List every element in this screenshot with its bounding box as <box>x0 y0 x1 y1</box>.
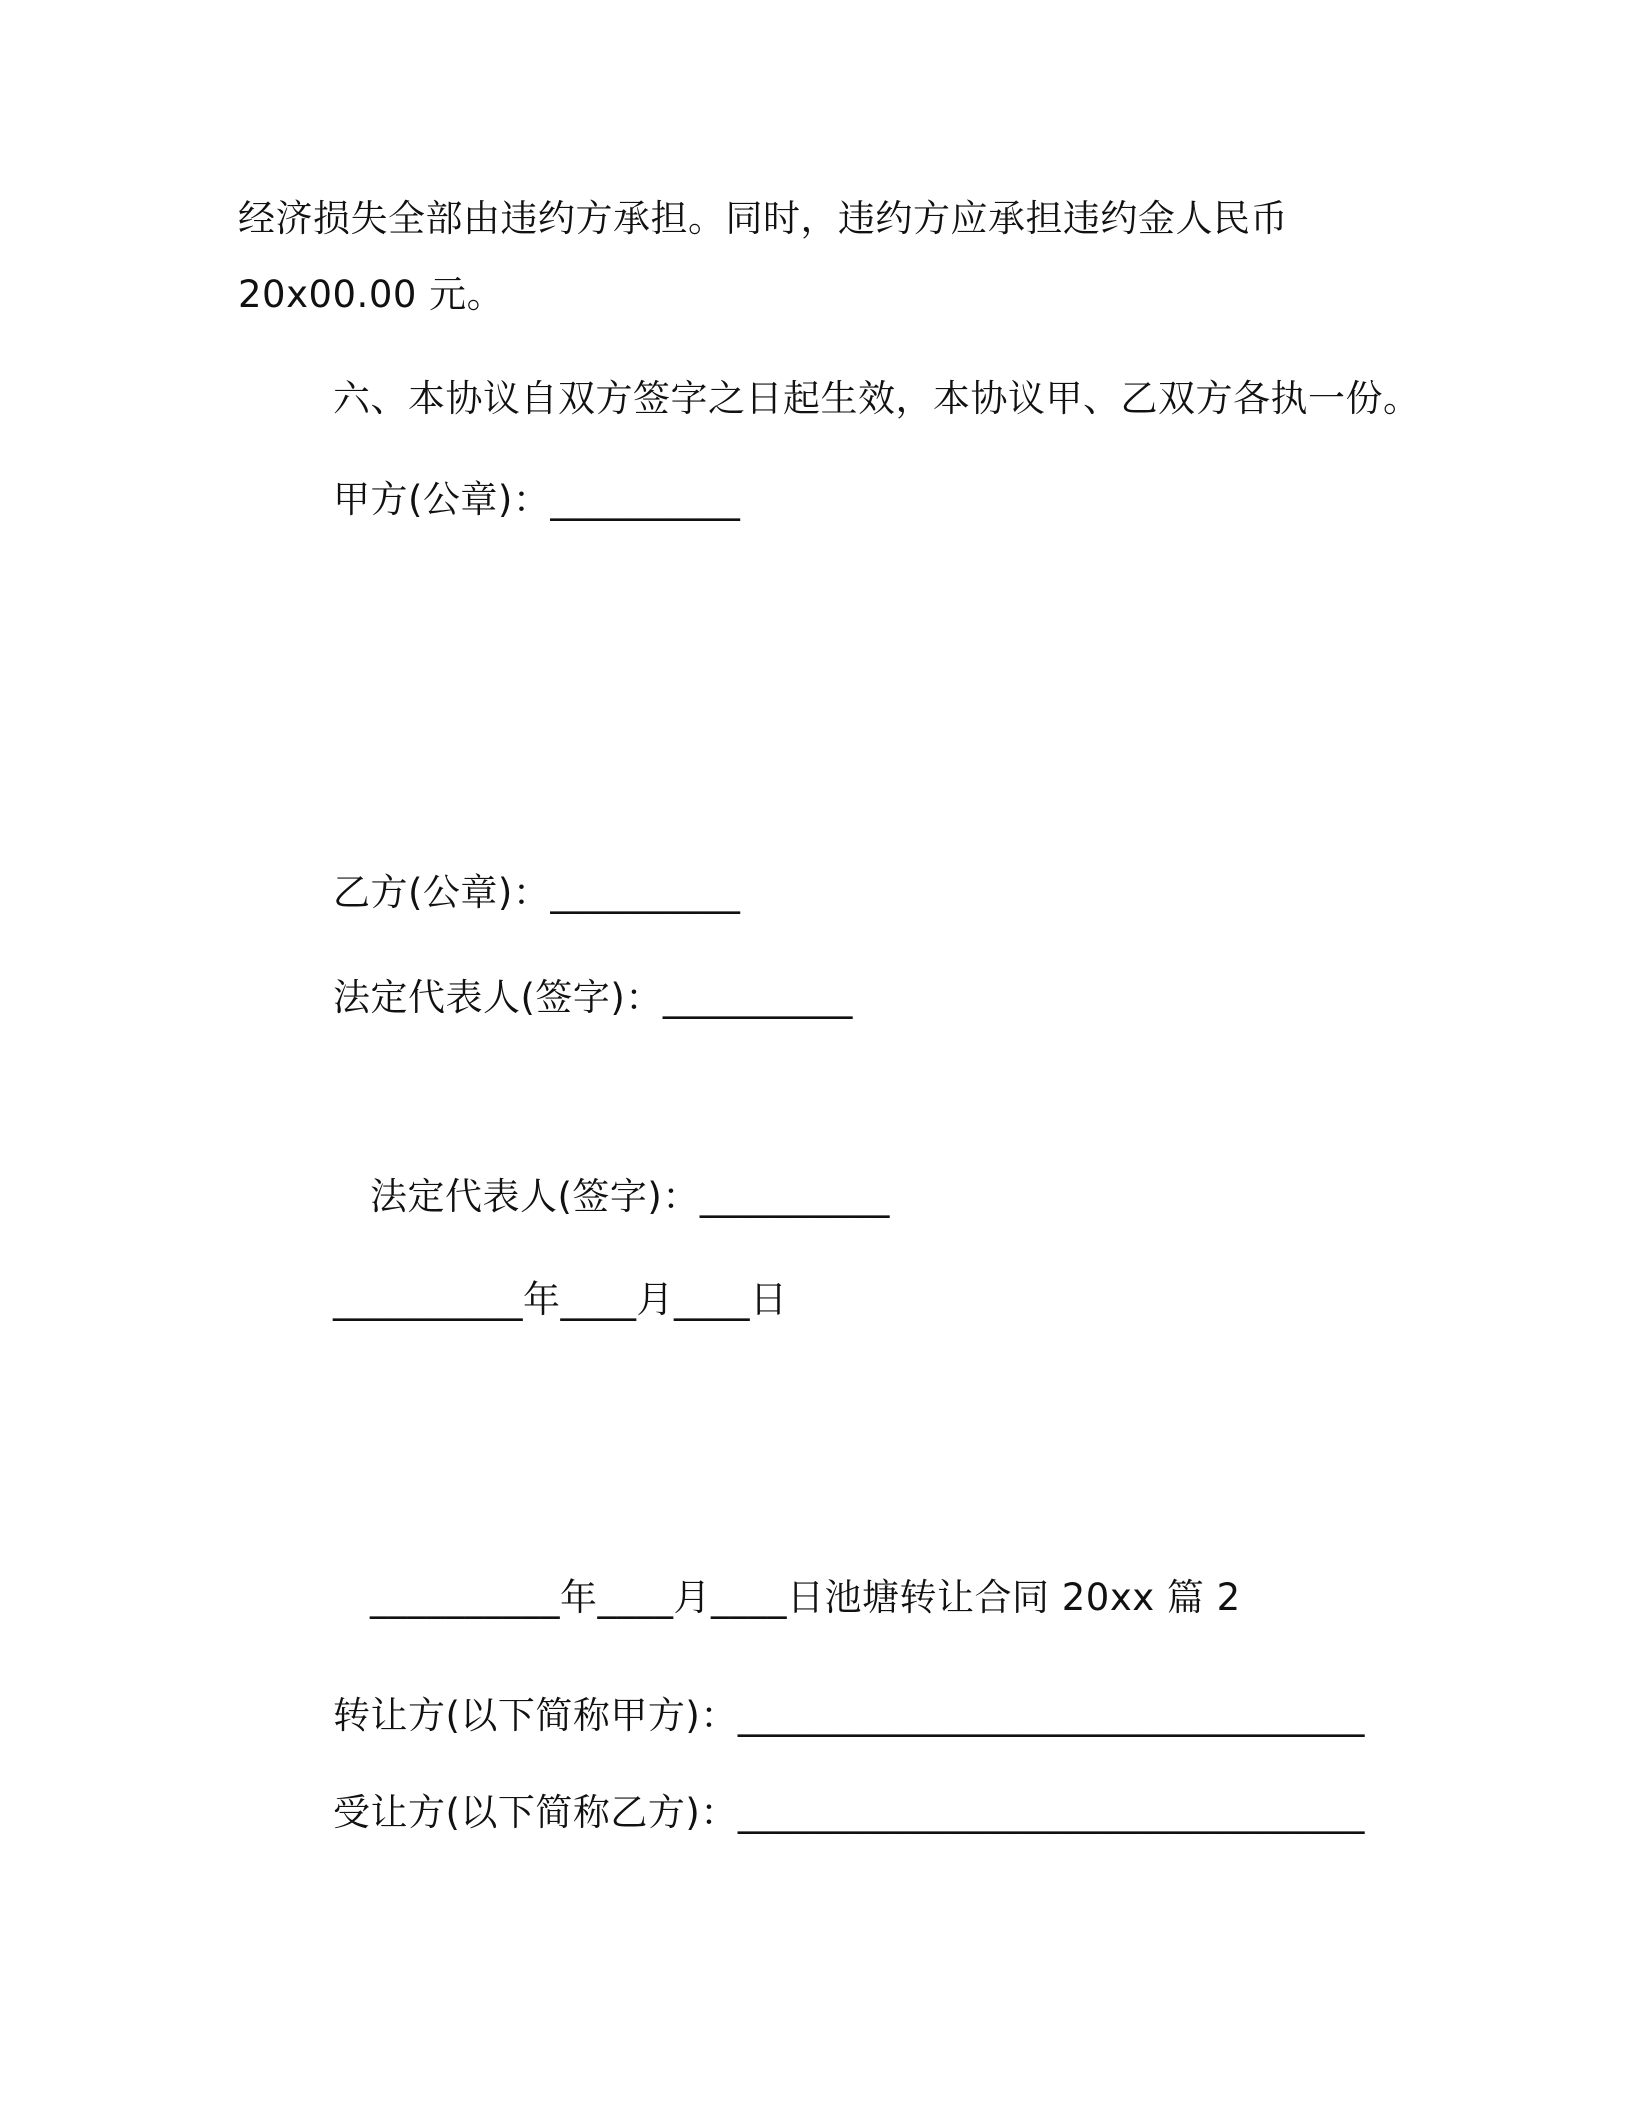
paragraph-penalty-amount: 20x00.00 元。 <box>238 273 505 316</box>
date-line: __________年____月____日 <box>333 1278 788 1321</box>
legal-rep-signature-line: 法定代表人(签字)：__________ <box>333 976 853 1019</box>
paragraph-breach-liability: 经济损失全部由违约方承担。同时，违约方应承担违约金人民币 <box>238 197 1288 240</box>
party-b-seal-line: 乙方(公章)：__________ <box>333 871 741 914</box>
contract-title-part-2: __________年____月____日池塘转让合同 20xx 篇 2 <box>370 1576 1241 1619</box>
transferee-line: 受让方(以下简称乙方)：_________________________________ <box>333 1791 1365 1834</box>
party-a-seal-line: 甲方(公章)：__________ <box>333 478 741 521</box>
legal-rep-signature-line-2: 法定代表人(签字)：__________ <box>370 1175 890 1218</box>
clause-six-effective: 六、本协议自双方签字之日起生效，本协议甲、乙双方各执一份。 <box>333 377 1421 420</box>
transferor-line: 转让方(以下简称甲方)：_________________________________ <box>333 1694 1365 1737</box>
